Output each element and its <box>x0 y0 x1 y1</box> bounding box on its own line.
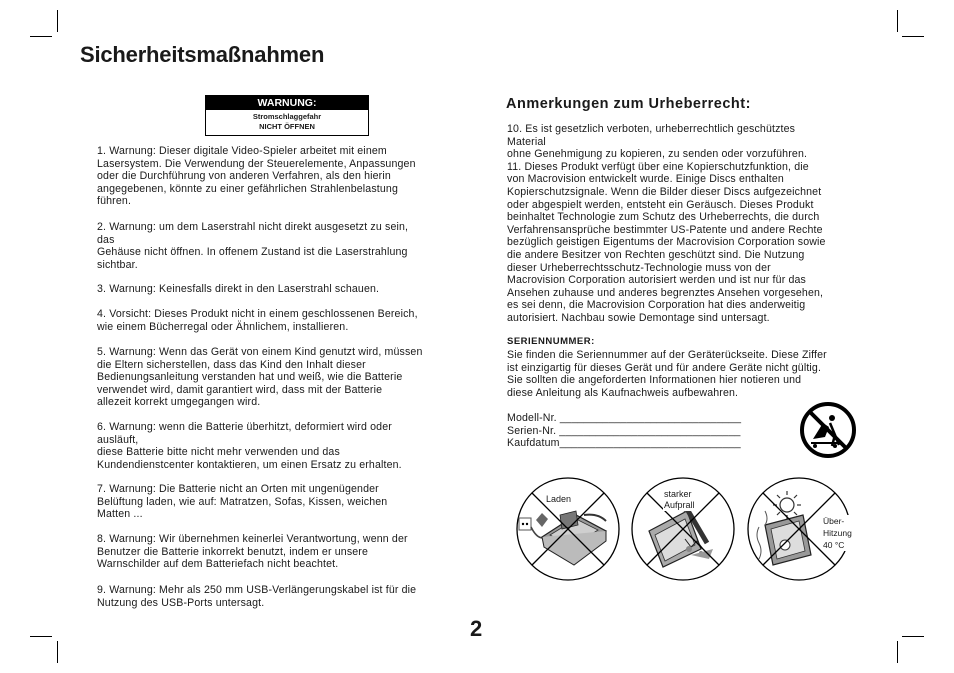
crop-mark <box>30 636 52 637</box>
warning-line: NICHT ÖFFNEN <box>259 122 315 131</box>
warning-paragraph: 5. Warnung: Wenn das Gerät von einem Kind genutzt wird, müssen die Eltern sicherstellen, dass das Kind den Inhalt dieser Bedienungsanleitung verstanden hat und weiß, wie die Batterie verwendet wird, damit garantiert wird, dass mit der Batterie allezeit korrekt umgegangen wird. <box>97 346 423 409</box>
serial-heading: SERIENNUMMER: <box>507 336 595 347</box>
crop-mark <box>57 641 58 663</box>
warning-paragraph: 2. Warnung: um dem Laserstrahl nicht direkt ausgesetzt zu sein, das Gehäuse nicht öffnen. In offenem Zustand ist die Laserstrahlung sichtbar. <box>97 221 409 271</box>
heat-label-line: Über- <box>823 516 845 526</box>
crop-mark <box>897 641 898 663</box>
warning-paragraph: 3. Warnung: Keinesfalls direkt in den Laserstrahl schauen. <box>97 283 380 295</box>
no-charging-circle <box>514 475 622 583</box>
no-impact-circle <box>629 475 737 583</box>
crop-mark <box>902 36 924 37</box>
no-cart-warning-icon <box>799 401 859 459</box>
serial-text: Sie finden die Seriennummer auf der Geräterückseite. Diese Ziffer ist einzigartig für dieses Gerät und für andere Geräte nicht gültig. Sie sollten die angeforderten Informationen hier notieren und diese Anleitung als Kaufnachweis aufbewahren. <box>507 349 827 399</box>
heat-label-line: Hitzung <box>823 528 852 538</box>
impact-label <box>663 489 696 511</box>
warning-header: WARNUNG: <box>206 96 368 110</box>
warning-paragraph: 9. Warnung: Mehr als 250 mm USB-Verlängerungskabel ist für die Nutzung des USB-Ports untersagt. <box>97 584 417 609</box>
warning-paragraph: 1. Warnung: Dieser digitale Video-Spieler arbeitet mit einem Lasersystem. Die Verwendung der Steuerelemente, Anpassungen oder die Durchführung von anderen Verfahren, als den hierin angegebenen, könnte zu einer gefährlichen Strahlenbelastung führen. <box>97 145 416 208</box>
heat-label <box>823 515 852 551</box>
no-heat-circle <box>745 475 853 583</box>
charging-label: Laden <box>546 494 572 504</box>
warning-paragraph: 4. Vorsicht: Dieses Produkt nicht in einem geschlossenen Bereich, wie einem Bücherregal oder Ähnlichem, installieren. <box>97 308 418 333</box>
page-number: 2 <box>470 616 483 641</box>
warning-paragraph: 6. Warnung: wenn die Batterie überhitzt, deformiert wird oder ausläuft, diese Batterie bitte nicht mehr verwenden und das Kundendienstcenter kontaktieren, um einen Ersatz zu erhalten. <box>97 421 402 471</box>
impact-label-line: Aufprall <box>664 500 695 510</box>
page-title: Sicherheitsmaßnahmen <box>80 42 325 67</box>
warning-box <box>205 95 369 136</box>
crop-mark <box>30 36 52 37</box>
warning-line: Stromschlaggefahr <box>252 112 322 121</box>
warning-paragraph: 7. Warnung: Die Batterie nicht an Orten mit ungenügender Belüftung laden, wie auf: Matratzen, Sofas, Kissen, weichen Matten ... <box>97 483 388 521</box>
crop-mark <box>897 10 898 32</box>
heat-label-line: 40 °C <box>823 540 845 550</box>
serial-fields: Modell-Nr. ______________________________ Serien-Nr. ______________________________ Kaufdatum______________________________ <box>507 412 742 450</box>
copyright-text: 10. Es ist gesetzlich verboten, urheberrechtlich geschütztes Material ohne Genehmigung zu kopieren, zu senden oder vorzuführen. 11. Dieses Produkt verfügt über eine Kopierschutzfunktion, die von Macrovision entwickelt wurde. Einige Discs enthalten Kopierschutzsignale. Wenn die Bilder dieser Discs aufgezeichnet oder abgespielt werden, entsteht ein Geräusch. Dieses Produkt beinhaltet Technologie zum Schutz des Urheberrechts, die durch Verfahrensansprüche bestimmter US-Patente und andere Rechte bezüglich geistigen Eigentums der Macrovision Corporation sowie die andere Besitzer von Rechten geschützt sind. Die Nutzung dieser Urheberrechtsschutz-Technologie muss von der Macrovision Corporation autorisiert werden und ist nur für das Ansehen zuhause und anderes begrenztes Ansehen vorgesehen, es sei denn, die Macrovision Corporation hat dies anderweitig autorisiert. Nachbau sowie Demontage sind untersagt. <box>507 123 826 324</box>
no-charging-icon <box>514 475 622 583</box>
crop-mark <box>57 10 58 32</box>
impact-label-line: starker <box>664 489 692 499</box>
copyright-heading: Anmerkungen zum Urheberrecht: <box>506 96 751 112</box>
crop-mark <box>902 636 924 637</box>
warning-paragraph: 8. Warnung: Wir übernehmen keinerlei Verantwortung, wenn der Benutzer die Batterie inkorrekt benutzt, indem er unsere Warnschilder auf dem Batteriefach nicht beachtet. <box>97 533 408 571</box>
